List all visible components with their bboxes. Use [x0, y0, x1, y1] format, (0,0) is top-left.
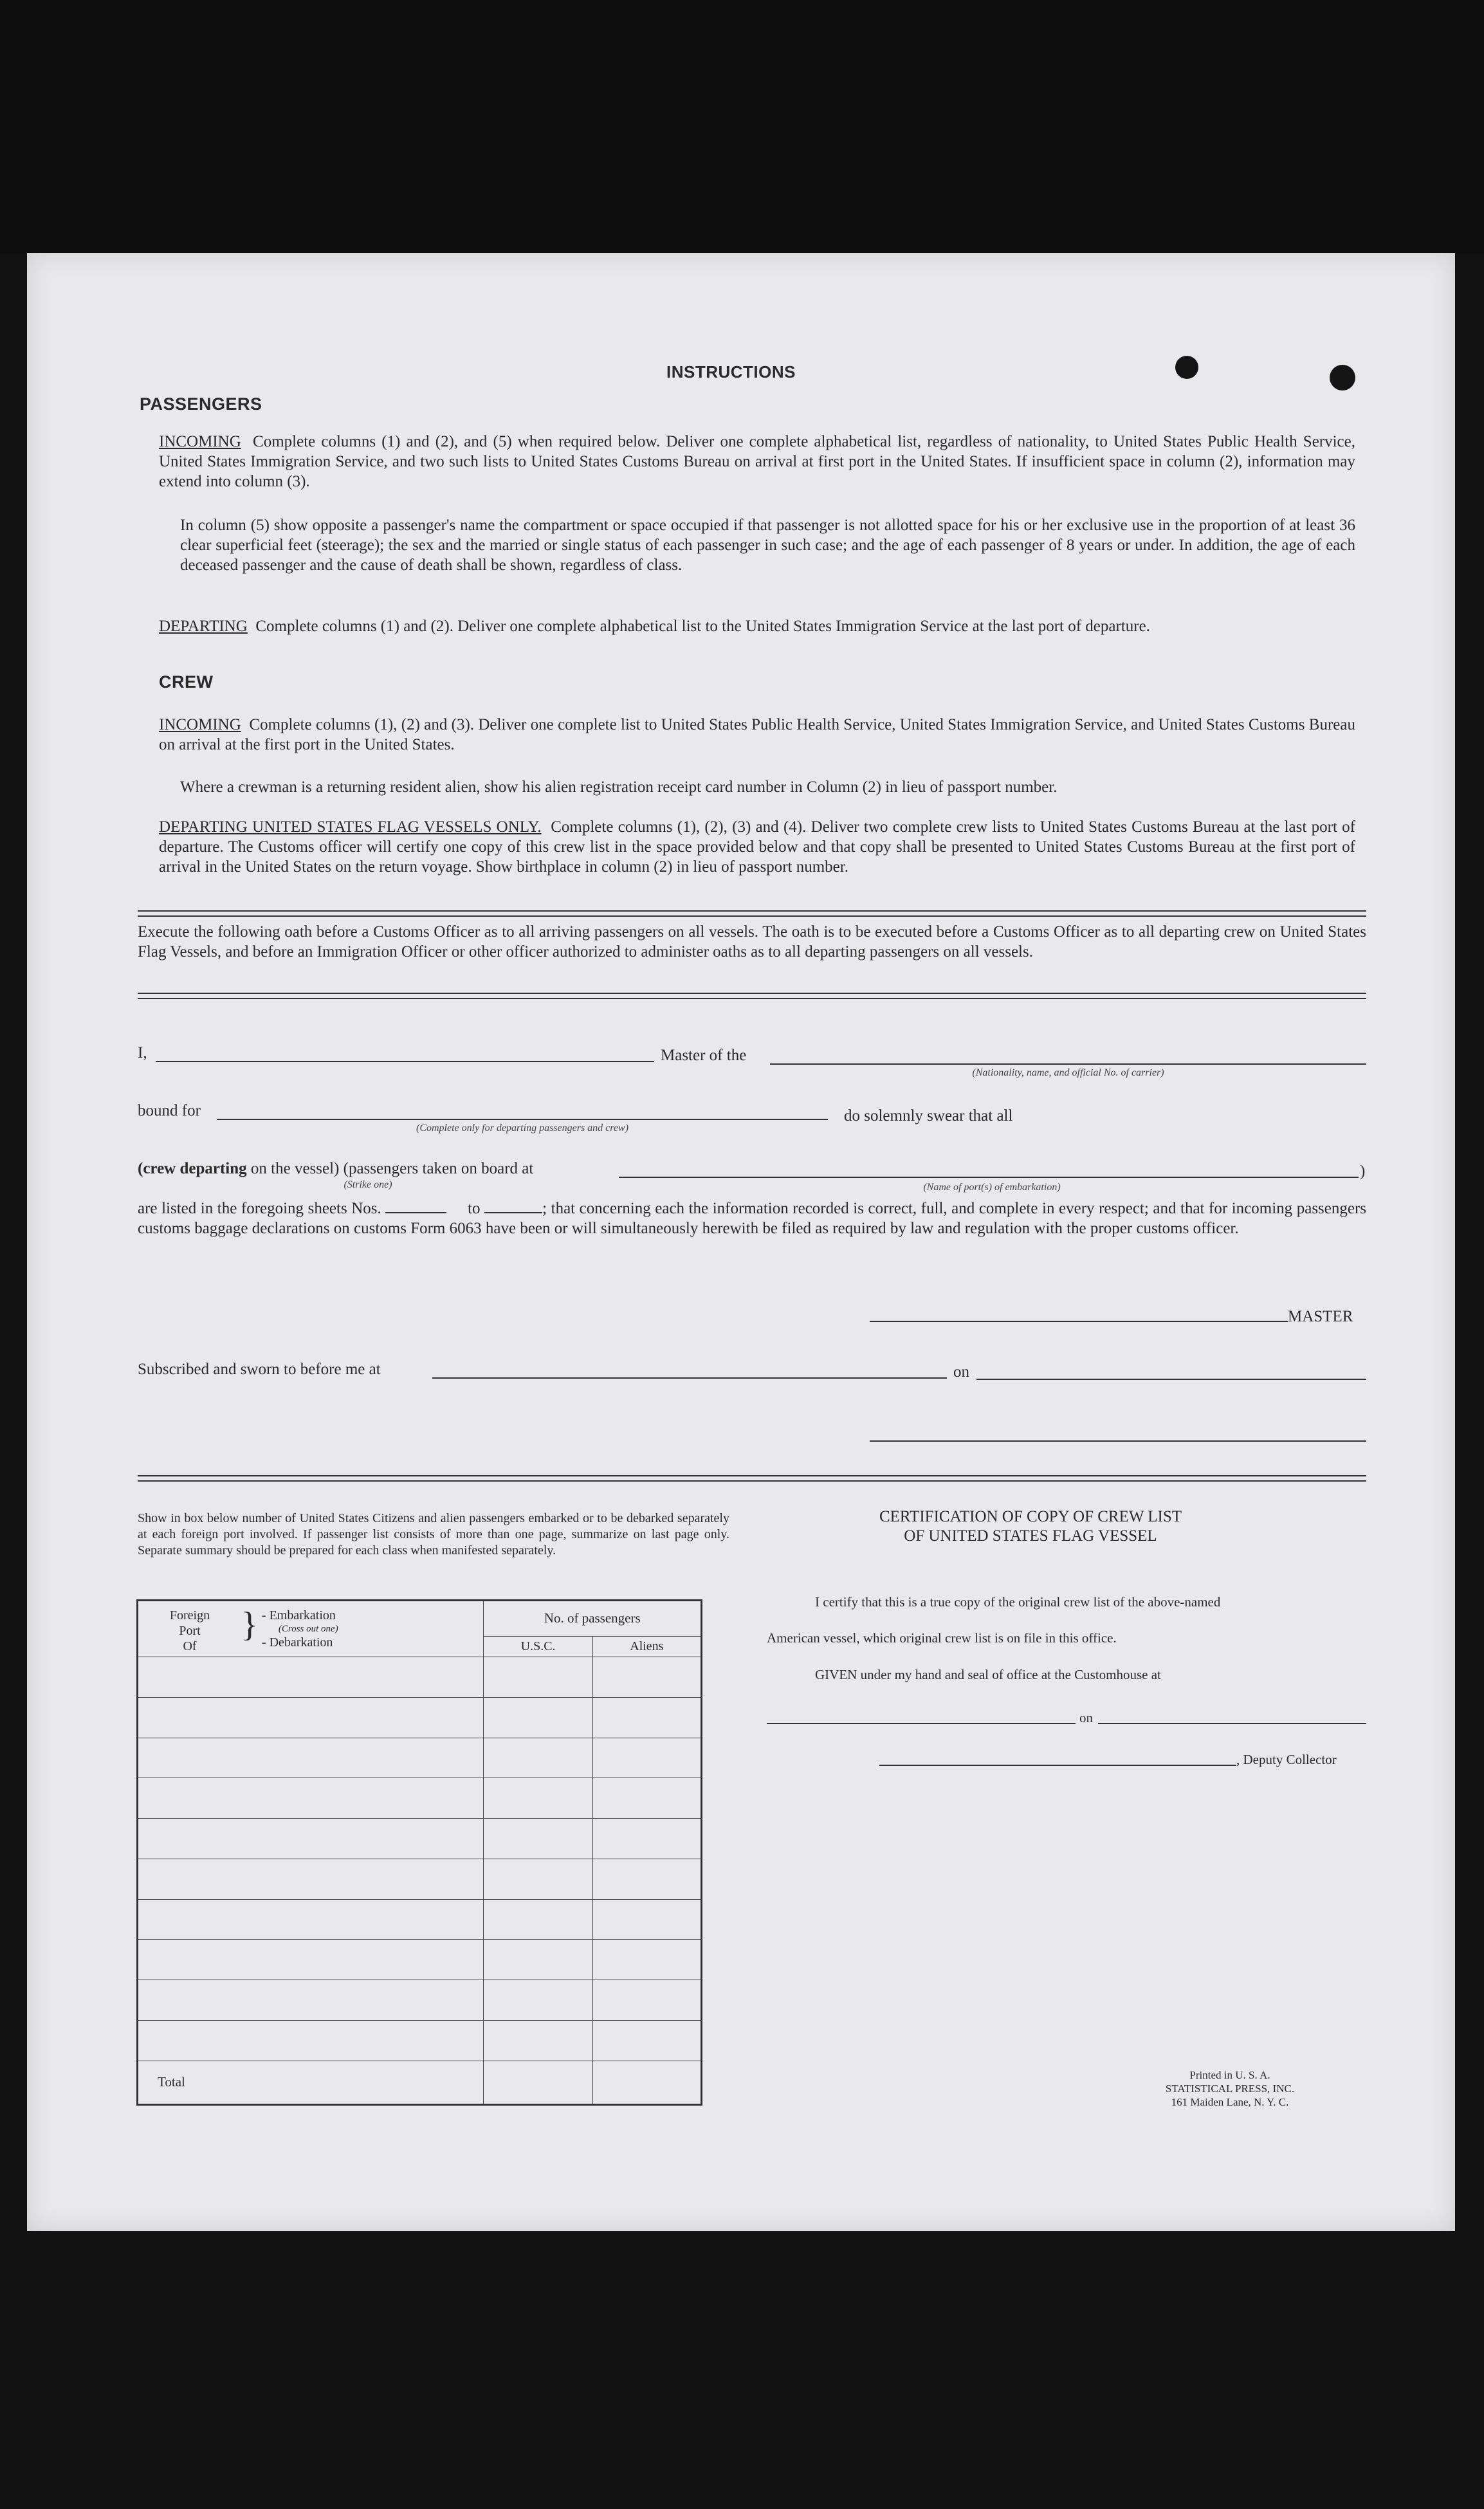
passengers-departing-paragraph: [159, 616, 1355, 636]
crew-incoming-paragraph: [159, 715, 1355, 755]
certify-text: I certify that this is a true copy of the original crew list of the above-named: [815, 1594, 1221, 1610]
master-of-label: Master of the: [661, 1047, 747, 1064]
scan-background-bottom: [0, 2232, 1484, 2509]
oath-intro: Execute the following oath before a Customs Officer as to all arriving passengers on all vessels. The oath is to be executed before a Customs Officer as to all departing crew on United States Flag Vessels, and before an Immigration Officer or other officer authorized to administer oaths as to all departing passengers on all vessels.: [138, 923, 1366, 960]
summary-instructions: Show in box below number of United States Citizens and alien passengers embarked or to be debarked separately at each foreign port involved. If passenger list consists of more than one page, summarize on last page only. Separate summary should be prepared for each class when manifested separately.: [138, 1511, 729, 1558]
close-paren: ): [1360, 1163, 1366, 1180]
crew-departing-text: Complete columns (1), (2), (3) and (4). Deliver two complete crew lists to United States Customs Bureau at the last port of departure. The Customs officer will certify one copy of this crew list in the space provided below and that copy shall be presented to United States Customs Bureau at the first port of arrival in the United States on the return voyage. Show birthplace in column (2) in lieu of passport number.: [159, 818, 1356, 876]
crew-incoming-text: Complete columns (1), (2) and (3). Deliver one complete list to United States Public Health Service, United States Immigration Service, and United States Customs Bureau on arrival at the first port in the United States.: [159, 716, 1355, 753]
total-label: Total: [138, 2061, 484, 2104]
usc-cell[interactable]: [484, 2021, 592, 2061]
page-title: INSTRUCTIONS: [666, 362, 796, 381]
usc-cell[interactable]: [484, 1940, 592, 1980]
debarkation-option[interactable]: - Debarkation: [261, 1635, 333, 1650]
passenger-summary-table: [136, 1599, 702, 2106]
sheet-to-field[interactable]: [484, 1200, 542, 1213]
crew-heading: CREW: [159, 672, 214, 692]
aliens-cell[interactable]: [592, 2021, 701, 2061]
master-label: MASTER: [1288, 1308, 1353, 1325]
passengers-column5-text: In column (5) show opposite a passenger's name the compartment or space occupied if that passenger is not allotted space for his or her exclusive use in the proportion of at least 36 clear superficial feet (steerage); the sex and the married or single status of each passenger in such case; and the age of each passenger of 8 years or under. In addition, the age of each deceased passenger and the cause of death shall be shown, regardless of class.: [180, 517, 1355, 574]
port-cell[interactable]: [138, 1697, 484, 1738]
foreign-label: Foreign: [169, 1608, 210, 1622]
brace-symbol: }: [241, 1605, 258, 1644]
crew-resident-paragraph: [180, 777, 1355, 797]
usc-header: U.S.C.: [484, 1636, 592, 1657]
port-cell[interactable]: [138, 2021, 484, 2061]
usc-cell[interactable]: [484, 1738, 592, 1778]
usc-cell[interactable]: [484, 1657, 592, 1697]
ink-blot: [1330, 365, 1355, 391]
port-cell[interactable]: [138, 1980, 484, 2021]
swear-label: do solemnly swear that all: [844, 1107, 1013, 1125]
aliens-cell[interactable]: [592, 1980, 701, 2021]
port-label: Port: [179, 1624, 201, 1638]
carrier-field[interactable]: [770, 1063, 1366, 1065]
aliens-cell[interactable]: [592, 1778, 701, 1819]
certification-title-line2: OF UNITED STATES FLAG VESSEL: [904, 1527, 1157, 1545]
officer-signature-field[interactable]: [870, 1440, 1366, 1442]
given-text: GIVEN under my hand and seal of office at the Customhouse at: [815, 1667, 1161, 1682]
sworn-on-label: on: [953, 1363, 969, 1381]
port-cell[interactable]: [138, 1738, 484, 1778]
subscribed-label: Subscribed and sworn to before me at: [138, 1361, 381, 1378]
port-cell[interactable]: [138, 1899, 484, 1940]
ink-blot: [1175, 356, 1198, 379]
passengers-taken-option: (passengers taken on board at: [343, 1160, 534, 1177]
passengers-incoming-text: Complete columns (1) and (2), and (5) when required below. Deliver one complete alphabetical list, regardless of nationality, to United States Public Health Service, United States Immigration Service, and two such lists to United States Customs Bureau on arrival at first port in the United States. If insufficient space in column (2), information may extend into column (3).: [159, 433, 1356, 490]
printer-imprint: [1127, 2068, 1333, 2109]
to-label: to: [468, 1200, 481, 1217]
usc-total-cell[interactable]: [484, 2061, 592, 2104]
passengers-departing-label: DEPARTING: [159, 618, 248, 635]
master-signature-field[interactable]: [870, 1321, 1288, 1322]
crew-resident-text: Where a crewman is a returning resident alien, show his alien registration receipt card number in Column (2) in lieu of passport number.: [180, 778, 1058, 796]
bound-for-label: bound for: [138, 1102, 201, 1119]
aliens-cell[interactable]: [592, 1940, 701, 1980]
oath-i-label: I,: [138, 1044, 147, 1062]
port-cell[interactable]: [138, 1778, 484, 1819]
usc-cell[interactable]: [484, 1778, 592, 1819]
destination-field[interactable]: [217, 1119, 828, 1120]
imprint-line1: Printed in U. S. A.: [1189, 2069, 1270, 2081]
aliens-cell[interactable]: [592, 1738, 701, 1778]
of-label: Of: [183, 1639, 197, 1653]
on-vessel-text: on the vessel): [250, 1160, 340, 1177]
sheets-statement: [138, 1199, 1366, 1238]
usc-cell[interactable]: [484, 1859, 592, 1899]
aliens-cell[interactable]: [592, 1819, 701, 1859]
imprint-line3: 161 Maiden Lane, N. Y. C.: [1171, 2096, 1289, 2108]
section-divider: [138, 1475, 1366, 1482]
passengers-departing-text: Complete columns (1) and (2). Deliver one complete alphabetical list to the United States Immigration Service at the last port of departure.: [255, 618, 1150, 635]
scan-background-top: [0, 0, 1484, 254]
sheet-from-field[interactable]: [385, 1200, 446, 1213]
usc-cell[interactable]: [484, 1819, 592, 1859]
aliens-cell[interactable]: [592, 1899, 701, 1940]
strike-caption: (Strike one): [344, 1179, 392, 1190]
crew-departing-option: (crew departing: [138, 1160, 247, 1177]
deputy-signature-field[interactable]: [879, 1765, 1236, 1766]
destination-caption: (Complete only for departing passengers and crew): [416, 1123, 629, 1134]
embarkation-caption: (Name of port(s) of embarkation): [923, 1182, 1061, 1193]
passengers-incoming-paragraph: [159, 432, 1355, 492]
cross-out-caption: (Cross out one): [278, 1624, 338, 1634]
carrier-caption: (Nationality, name, and official No. of carrier): [972, 1067, 1164, 1078]
imprint-line2: STATISTICAL PRESS, INC.: [1165, 2082, 1295, 2095]
port-header-cell: [138, 1601, 484, 1657]
embarkation-option[interactable]: - Embarkation: [261, 1608, 336, 1622]
port-cell[interactable]: [138, 1940, 484, 1980]
customhouse-field[interactable]: [767, 1723, 1076, 1724]
port-cell[interactable]: [138, 1657, 484, 1697]
passengers-heading: PASSENGERS: [140, 394, 262, 414]
vessel-text: American vessel, which original crew list is on file in this office.: [767, 1630, 1117, 1646]
crew-passengers-line: [138, 1159, 533, 1179]
oath-statement: ; that concerning each the information recorded is correct, full, and complete in every respect; and that for incoming passengers customs baggage declarations on customs Form 6063 have been or will simultaneously herewith be filed as required by law and regulation with the proper customs officer.: [138, 1200, 1367, 1237]
sworn-date-field[interactable]: [976, 1379, 1366, 1380]
usc-cell[interactable]: [484, 1980, 592, 2021]
no-passengers-header: No. of passengers: [484, 1601, 702, 1637]
crew-departing-label: DEPARTING UNITED STATES FLAG VESSELS ONLY.: [159, 818, 542, 836]
usc-cell[interactable]: [484, 1697, 592, 1738]
deputy-collector-label: , Deputy Collector: [1236, 1752, 1337, 1767]
certification-title-line1: CERTIFICATION OF COPY OF CREW LIST: [879, 1508, 1182, 1525]
aliens-cell[interactable]: [592, 1859, 701, 1899]
usc-cell[interactable]: [484, 1899, 592, 1940]
aliens-cell[interactable]: [592, 1697, 701, 1738]
cert-date-field[interactable]: [1098, 1723, 1366, 1724]
embarkation-port-field[interactable]: [619, 1177, 1359, 1178]
port-cell[interactable]: [138, 1819, 484, 1859]
section-divider: [138, 993, 1366, 999]
aliens-cell[interactable]: [592, 1657, 701, 1697]
aliens-total-cell[interactable]: [592, 2061, 701, 2104]
passengers-column5-paragraph: [180, 515, 1355, 575]
aliens-header: Aliens: [592, 1636, 701, 1657]
crew-incoming-label: INCOMING: [159, 716, 241, 733]
sheets-label: are listed in the foregoing sheets Nos.: [138, 1200, 381, 1217]
form-page: [27, 253, 1455, 2231]
sworn-place-field[interactable]: [432, 1377, 947, 1379]
section-divider: [138, 910, 1366, 917]
cert-on-label: on: [1079, 1710, 1093, 1725]
passengers-incoming-label: INCOMING: [159, 433, 241, 450]
master-name-field[interactable]: [156, 1061, 654, 1062]
port-cell[interactable]: [138, 1859, 484, 1899]
crew-departing-paragraph: [159, 817, 1355, 877]
certification-title: [747, 1507, 1314, 1546]
